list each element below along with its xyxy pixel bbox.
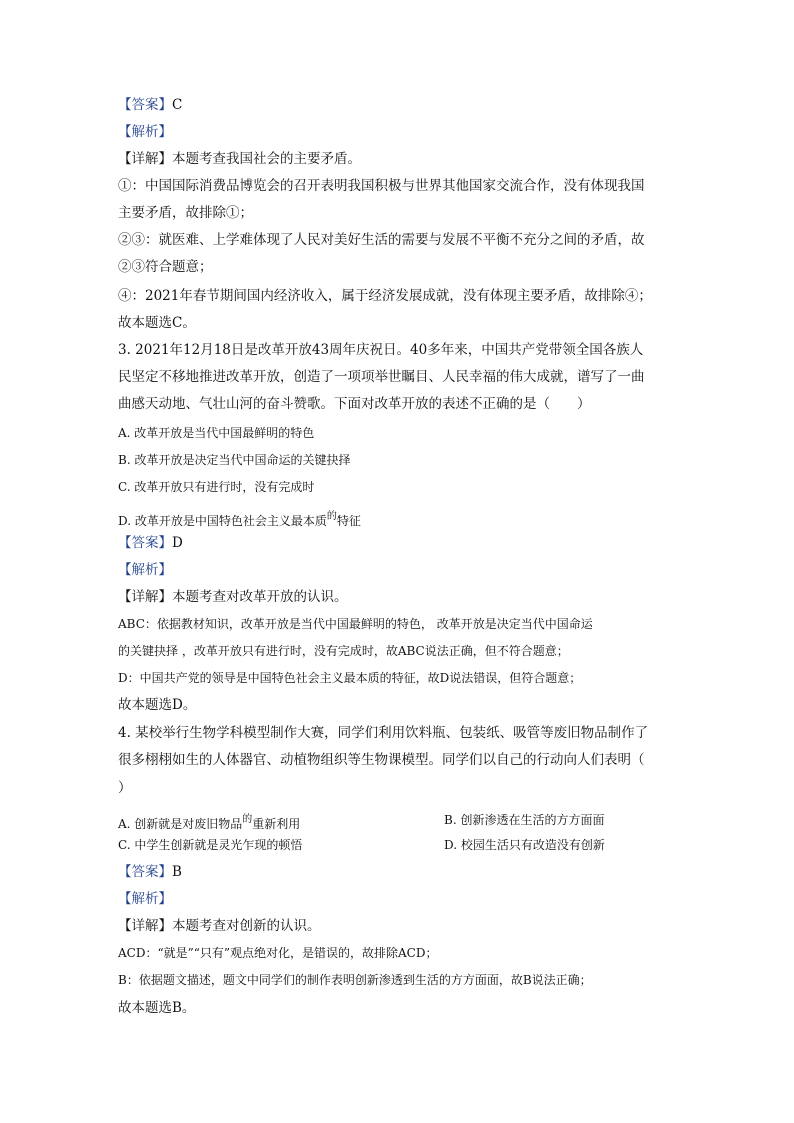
q2-analysis-line [118,122,172,142]
q4-options-row-1 [118,810,678,834]
q3-d-line: D：中国共产党的领导是中国特色社会主义最本质的特征，故D说法错误，但符合题意； [118,671,582,685]
q4-stem-line-1: 4. 某校举行生物学科模型制作大赛，同学们利用饮料瓶、包装纸、吸管等废旧物品制作了 [118,725,649,741]
q3-stem-line-1: 3. 2021年12月18日是改革开放43周年庆祝日。40多年来，中国共产党带领全国各族人 [118,342,644,358]
answer-label: 【答案】 [118,864,172,880]
q4-option-d: D. 校园生活只有改造没有创新 [444,838,605,852]
q4-analysis-line [118,889,172,909]
q3-option-d-text-pre: D. 改革开放是中国特色社会主义最本质 [118,514,327,528]
q3-stem-line-2: 民坚定不移地推进改革开放，创造了一项项举世瞩目、人民幸福的伟大成就，谱写了一曲 [118,369,645,385]
q3-answer-line [118,533,183,553]
q3-option-b: B. 改革开放是决定当代中国命运的关键抉择 [118,453,351,467]
q4-stem-line-3: ） [118,780,132,796]
q2-conclusion: 故本题选C。 [118,315,196,331]
q3-option-d [118,507,361,531]
q4-acd-line: ACD：“就是”“只有”观点绝对化，是错误的，故排除ACD； [118,946,438,960]
q4-b-line: B：依据题文描述，题文中同学们的制作表明创新渗透到生活的方方面面，故B说法正确； [118,973,592,987]
q3-abc-line-1: ABC：依据教材知识，改革开放是当代中国最鲜明的特色， 改革开放是决定当代中国命运 [118,617,593,631]
q2-detail-text: 本题考查我国社会的主要矛盾。 [172,151,361,167]
detail-label: 【详解】 [118,151,172,167]
q4-answer-line [118,862,182,882]
q3-detail-line [118,587,348,607]
q4-detail-line [118,916,321,936]
detail-label: 【详解】 [118,918,172,934]
q4-answer-value: B [172,864,182,880]
answer-label: 【答案】 [118,535,172,551]
q3-detail-text: 本题考查对改革开放的认识。 [172,589,348,605]
analysis-label: 【解析】 [118,124,172,140]
q3-option-d-text-post: 特征 [336,514,361,528]
analysis-label: 【解析】 [118,562,172,578]
q4-option-c: C. 中学生创新就是灵光乍现的顿悟 [118,838,303,852]
q3-option-d-sup: 的 [326,511,337,522]
q4-stem-line-2: 很多栩栩如生的人体器官、动植物组织等生物课模型。同学们以自己的行动向人们表明（ [118,752,645,768]
q4-option-a-pre: A. 创新就是对废旧物品 [118,817,243,831]
q2-paragraph-1a: ①：中国国际消费品博览会的召开表明我国积极与世界其他国家交流合作，没有体现我国 [118,178,645,194]
q4-option-a-post: 重新利用 [252,817,301,831]
q3-abc-line-2: 的关键抉择 ，改革开放只有进行时，没有完成时，故ABC说法正确，但不符合题意； [118,644,569,658]
q2-paragraph-2a: ②③：就医难、上学难体现了人民对美好生活的需要与发展不平衡不充分之间的矛盾，故 [118,232,645,248]
answer-label: 【答案】 [118,97,172,113]
q2-paragraph-1b: 主要矛盾，故排除①； [118,205,253,221]
q4-detail-text: 本题考查对创新的认识。 [172,918,321,934]
q2-answer-line [118,95,182,115]
q3-option-a: A. 改革开放是当代中国最鲜明的特色 [118,426,315,440]
q3-analysis-line [118,560,172,580]
q2-paragraph-3: ④：2021年春节期间国内经济收入，属于经济发展成就，没有体现主要矛盾，故排除④； [118,288,652,304]
q3-answer-value: D [172,535,183,551]
q3-conclusion: 故本题选D。 [118,697,197,713]
q4-option-a [118,814,301,831]
q3-option-c: C. 改革开放只有进行时，没有完成时 [118,480,315,494]
q4-options-row-2 [118,835,678,855]
q2-answer-value: C [172,97,183,113]
q2-paragraph-2b: ②③符合题意； [118,259,213,275]
detail-label: 【详解】 [118,589,172,605]
q2-detail-line [118,149,361,169]
q3-stem-line-3: 曲感天动地、气壮山河的奋斗赞歌。下面对改革开放的表述不正确的是（ ） [118,396,591,412]
q4-conclusion: 故本题选B。 [118,1000,196,1016]
q4-option-a-sup: 的 [242,814,253,825]
analysis-label: 【解析】 [118,891,172,907]
q4-option-b: B. 创新渗透在生活的方方面面 [444,813,605,827]
